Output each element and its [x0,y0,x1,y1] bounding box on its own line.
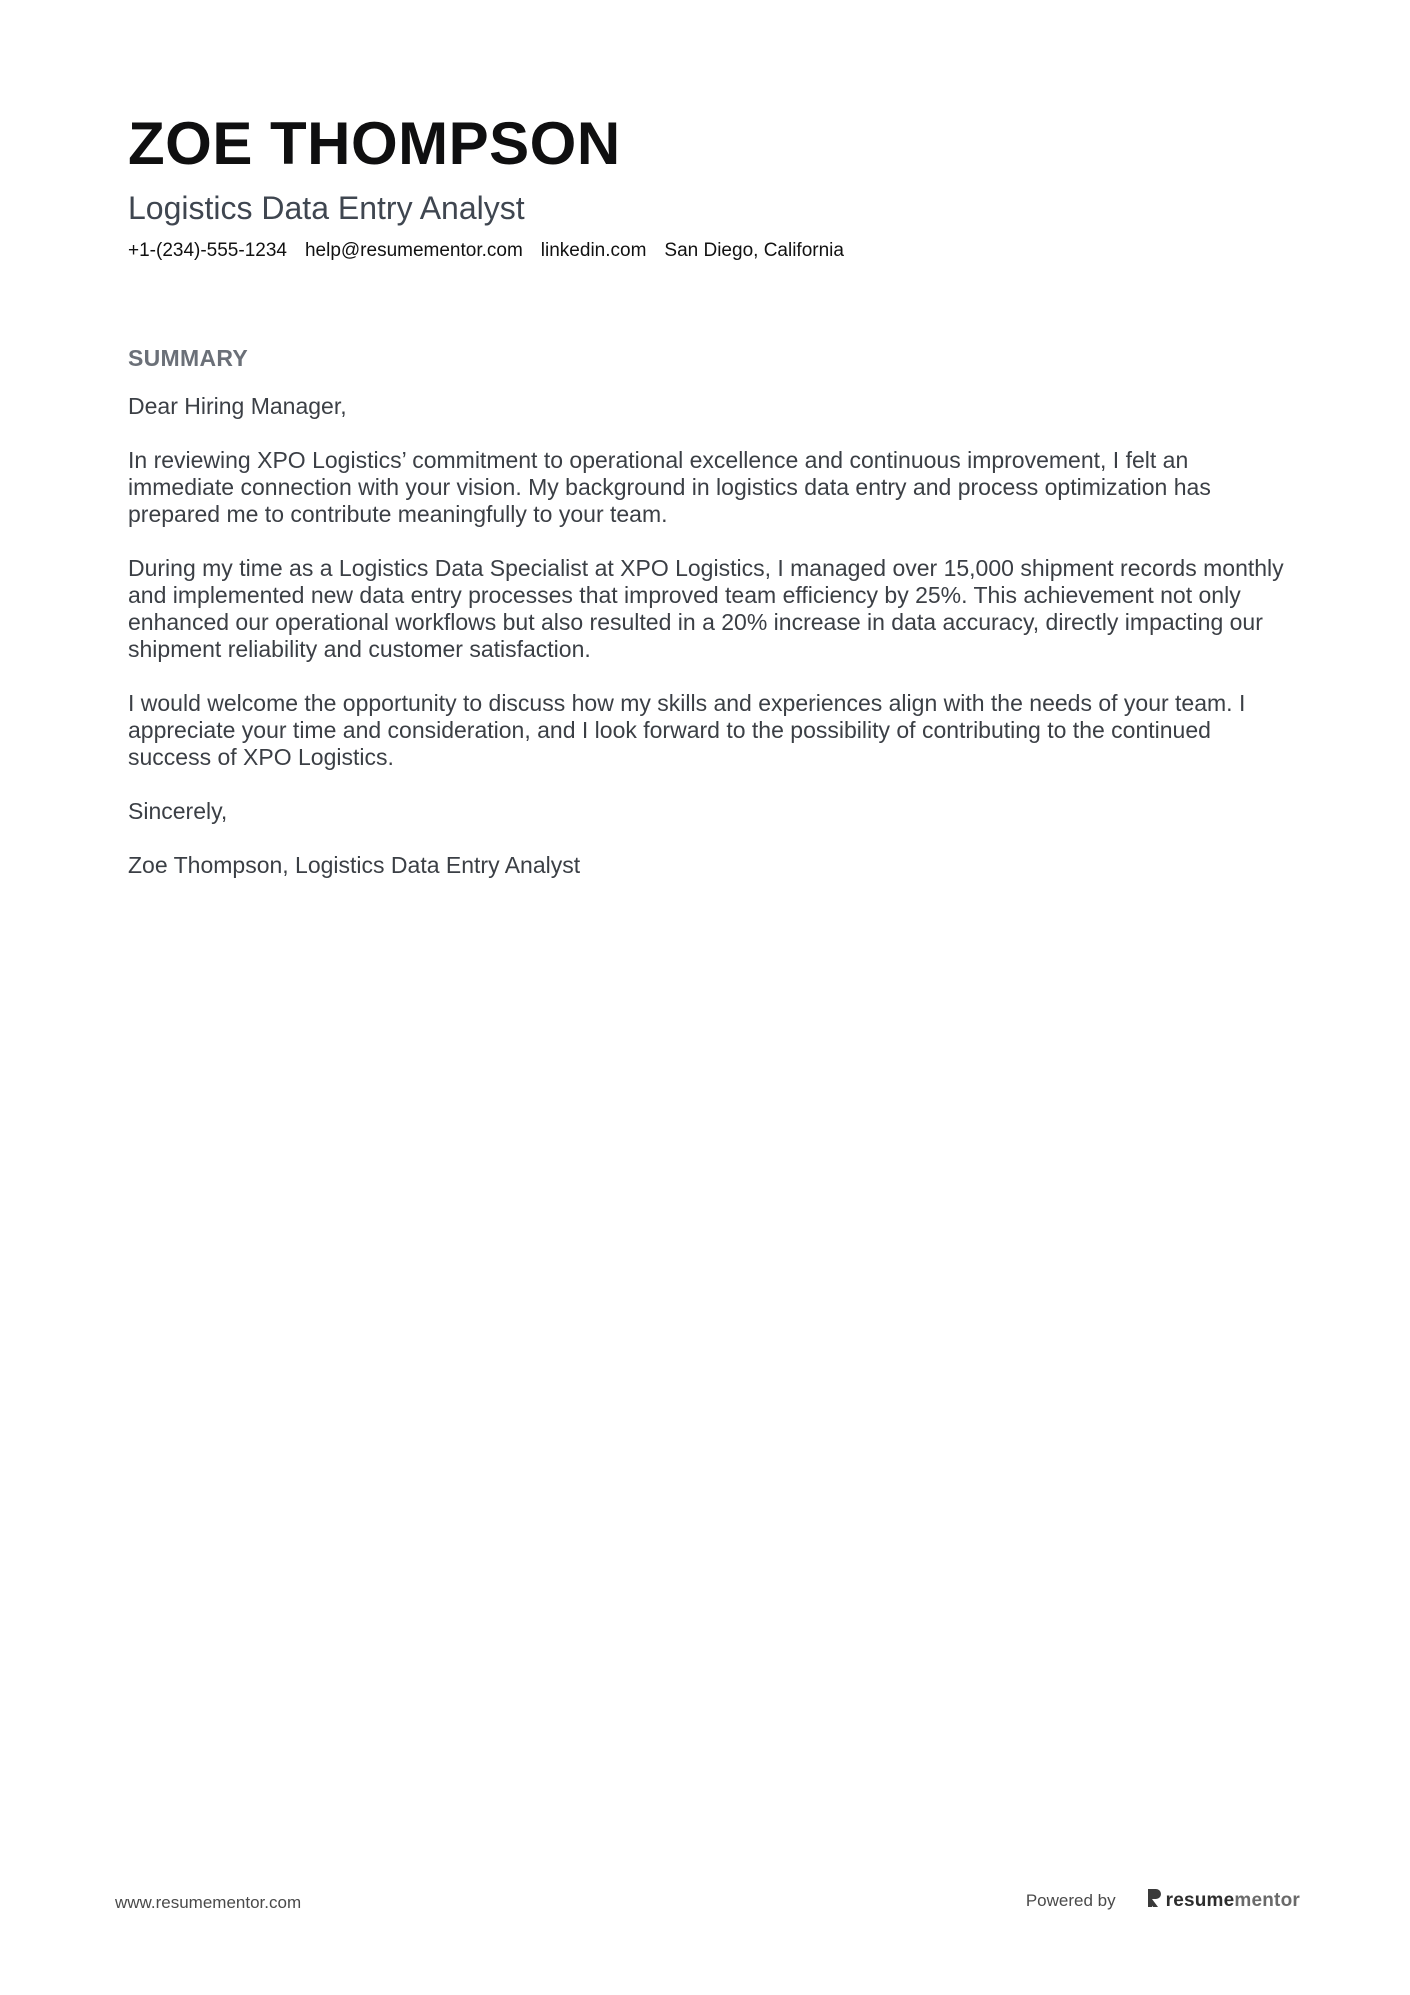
closing: Sincerely, [128,798,228,824]
paragraph-3: I would welcome the opportunity to discuss how my skills and experiences align with the needs of your team. I appreciate your time and consideration, and I look forward to the possibility of contributing to the continued success of XPO Logistics. [128,690,1246,770]
location: San Diego, California [664,240,844,261]
contact-info [128,238,1288,264]
email-link[interactable]: help@resumementor.com [304,240,523,261]
salutation: Dear Hiring Manager, [128,393,347,419]
linkedin-link[interactable]: linkedin.com [540,240,647,261]
footer-website-link[interactable]: www.resumementor.com [115,1893,302,1912]
logo-bold-text: resume [1165,1889,1235,1911]
signature: Zoe Thompson, Logistics Data Entry Analyst [128,852,581,878]
job-title: Logistics Data Entry Analyst [128,190,525,226]
logo-light-text: mentor [1234,1889,1300,1911]
paragraph-1: In reviewing XPO Logistics’ commitment to operational excellence and continuous improvement, I felt an immediate connection with your vision. My background in logistics data entry and process optimization has prepared me to contribute meaningfully to your team. [128,447,1211,527]
section-title: SUMMARY [128,345,249,371]
paragraph-2: During my time as a Logistics Data Specialist at XPO Logistics, I managed over 15,000 shipment records monthly and implemented new data entry processes that improved team efficiency by 25%. This achievement not only enhanced our operational workflows but also resulted in a 20% increase in data accuracy, directly impacting our shipment reliability and customer satisfaction. [128,555,1284,662]
footer-branding [1026,1888,1300,1913]
header [128,108,1288,264]
logo-wordmark [1166,1890,1300,1912]
candidate-name: ZOE THOMPSON [128,110,621,177]
powered-by-label: Powered by [1025,1890,1116,1910]
resumementor-logo-icon [1146,1888,1162,1913]
summary-section [128,343,1288,906]
resumementor-logo[interactable] [1146,1888,1300,1913]
phone-number: +1-(234)-555-1234 [128,240,287,261]
